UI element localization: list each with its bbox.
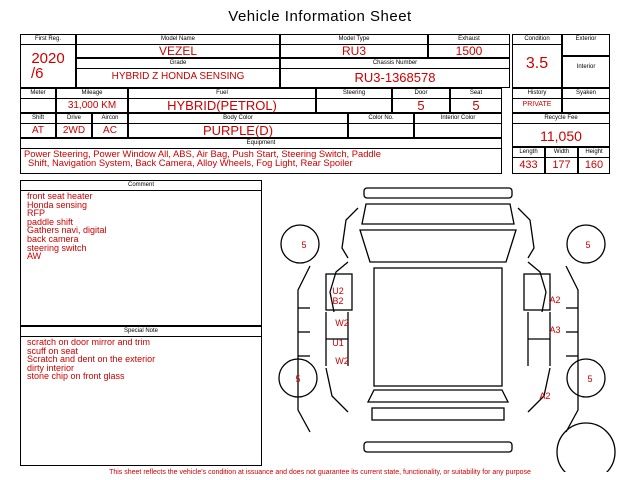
height-label: Height xyxy=(579,148,609,158)
door-label: Door xyxy=(393,89,449,99)
list-item: RFP xyxy=(27,208,45,219)
exhaust-value: 1500 xyxy=(455,44,483,58)
fuel-cell xyxy=(128,88,316,113)
grade-label: Grade xyxy=(77,59,279,69)
mileage-label: Mileage xyxy=(57,89,127,99)
right-body-outline xyxy=(566,266,578,432)
left-front-door-mark-w2: W2 xyxy=(335,318,349,328)
rear-left-tire-mark: 5 xyxy=(295,374,301,384)
length-cell xyxy=(512,147,545,174)
model-type-label: Model Type xyxy=(281,35,427,45)
color-no-label: Color No. xyxy=(349,114,413,124)
comment-box xyxy=(20,180,262,326)
right-front-fender-outline xyxy=(518,208,534,258)
first-reg-cell xyxy=(20,34,76,88)
fuel-label: Fuel xyxy=(129,89,315,99)
body-color-value: PURPLE(D) xyxy=(202,123,274,138)
interior-color-label: Interior Color xyxy=(415,114,501,124)
interior-color-cell xyxy=(414,113,502,138)
seat-cell xyxy=(450,88,502,113)
seat-label: Seat xyxy=(451,89,501,99)
spare-tire xyxy=(557,423,615,472)
special-note-list xyxy=(21,338,155,381)
front-bumper xyxy=(364,188,512,198)
list-item: scratch on door mirror and trim xyxy=(27,337,151,347)
aircon-cell xyxy=(92,113,128,138)
syaken-label: Syaken xyxy=(563,89,609,99)
history-cell xyxy=(512,88,562,113)
disclaimer-footer: This sheet reflects the vehicle's condition at issuance and does not guarantee its current state, functionality, or suitability for any purpose xyxy=(109,469,531,476)
model-name-cell xyxy=(76,34,280,58)
shift-cell xyxy=(20,113,56,138)
rear-bumper xyxy=(364,442,512,452)
door-value: 5 xyxy=(417,98,425,113)
aircon-label: Aircon xyxy=(93,114,127,124)
comment-list xyxy=(21,192,107,261)
condition-label: Condition xyxy=(513,35,561,45)
exterior-label: Exterior xyxy=(575,36,597,42)
height-cell xyxy=(578,147,610,174)
front-left-tire-mark: 5 xyxy=(301,240,307,250)
meter-cell xyxy=(20,88,56,113)
length-value: 433 xyxy=(519,159,538,171)
width-value: 177 xyxy=(552,159,571,171)
rear-right-tire-mark: 5 xyxy=(587,374,593,384)
list-item: Scratch and dent on the exterior xyxy=(27,354,156,365)
shift-value: AT xyxy=(31,125,45,136)
exhaust-cell xyxy=(428,34,510,58)
left-rear-quarter xyxy=(326,368,348,412)
special-note-box xyxy=(20,326,262,466)
list-item: Gathers navi, digital xyxy=(27,225,107,236)
drive-cell xyxy=(56,113,92,138)
model-type-cell xyxy=(280,34,428,58)
trunk xyxy=(372,408,504,420)
list-item: stone chip on front glass xyxy=(27,371,125,382)
right-a-pillar xyxy=(528,262,546,312)
list-item: Honda sensing xyxy=(27,199,88,210)
car-diagram xyxy=(270,180,620,472)
left-front-door-mark-u2: U2 xyxy=(332,286,344,296)
interior-cell xyxy=(562,56,610,88)
steering-label: Steering xyxy=(317,89,391,99)
exterior-cell xyxy=(562,34,610,56)
hood xyxy=(362,204,514,224)
model-type-value: RU3 xyxy=(341,44,366,58)
mileage-value: 31,000 KM xyxy=(67,100,117,111)
roof xyxy=(374,268,502,386)
list-item: back camera xyxy=(27,233,79,244)
condition-cell xyxy=(512,34,562,88)
equipment-line-1: Power Steering, Power Window All, ABS, Air Bag, Push Start, Steering Switch, Paddle xyxy=(24,148,381,159)
fuel-value: HYBRID(PETROL) xyxy=(167,98,277,113)
width-cell xyxy=(545,147,578,174)
chassis-cell xyxy=(280,58,510,88)
exhaust-label: Exhaust xyxy=(429,35,509,45)
aircon-value: AC xyxy=(103,125,117,136)
left-rear-door-mark-u1: U1 xyxy=(332,338,344,348)
door-cell xyxy=(392,88,450,113)
list-item: paddle shift xyxy=(27,216,74,227)
model-name-label: Model Name xyxy=(77,35,279,45)
equipment-label: Equipment xyxy=(21,139,501,149)
height-value: 160 xyxy=(584,159,604,171)
body-color-cell xyxy=(128,113,348,138)
equipment-cell xyxy=(20,138,502,174)
drive-value: 2WD xyxy=(62,125,86,136)
first-reg-month: /6 xyxy=(31,65,44,82)
steering-cell xyxy=(316,88,392,113)
color-no-cell xyxy=(348,113,414,138)
grade-value: HYBRID Z HONDA SENSING xyxy=(111,71,245,82)
rear-right-corner-mark: A2 xyxy=(539,391,551,401)
model-name-value: VEZEL xyxy=(158,44,197,58)
recycle-fee-cell xyxy=(512,113,610,147)
drive-label: Drive xyxy=(57,114,91,124)
front-right-tire-mark: 5 xyxy=(585,240,591,250)
width-label: Width xyxy=(546,148,577,158)
interior-label: Interior xyxy=(576,64,596,70)
list-item: AW xyxy=(27,251,42,262)
meter-label: Meter xyxy=(21,89,55,99)
right-rear-door-mark: A3 xyxy=(549,325,561,335)
recycle-fee-label: Recycle Fee xyxy=(513,114,609,124)
right-front-door-mark: A2 xyxy=(549,295,561,305)
front-left-tire xyxy=(281,225,319,263)
special-note-label: Special Note xyxy=(21,327,261,337)
first-reg-year: 2020 xyxy=(31,50,65,67)
grade-cell xyxy=(76,58,280,88)
chassis-label: Chassis Number xyxy=(281,59,509,69)
front-windshield xyxy=(360,230,516,262)
condition-value: 3.5 xyxy=(525,55,549,72)
left-front-fender-outline xyxy=(342,208,358,258)
list-item: dirty interior xyxy=(27,362,75,373)
seat-value: 5 xyxy=(472,98,480,113)
recycle-fee-value: 11,050 xyxy=(540,128,582,144)
body-color-label: Body Color xyxy=(129,114,347,124)
syaken-cell xyxy=(562,88,610,113)
left-front-door-mark-b2: B2 xyxy=(332,296,344,306)
mileage-cell xyxy=(56,88,128,113)
list-item: front seat heater xyxy=(27,191,93,201)
rear-right-tire xyxy=(567,359,605,397)
right-rear-quarter xyxy=(528,368,550,412)
rear-glass xyxy=(368,390,508,402)
first-reg-label: First Reg. xyxy=(21,35,75,45)
chassis-value: RU3-1368578 xyxy=(354,70,436,85)
list-item: steering switch xyxy=(27,242,87,253)
list-item: scuff on seat xyxy=(27,345,78,356)
left-body-outline xyxy=(298,266,310,432)
comment-label: Comment xyxy=(21,181,261,191)
history-value: PRIVATE xyxy=(522,101,552,108)
equipment-line-2: Shift, Navigation System, Back Camera, Alloy Wheels, Fog Light, Rear Spoiler xyxy=(28,157,353,168)
shift-label: Shift xyxy=(21,114,55,124)
length-label: Length xyxy=(513,148,544,158)
sheet-title: Vehicle Information Sheet xyxy=(228,8,412,25)
left-rear-door-mark-w2: W2 xyxy=(335,356,349,366)
history-label: History xyxy=(513,89,561,99)
